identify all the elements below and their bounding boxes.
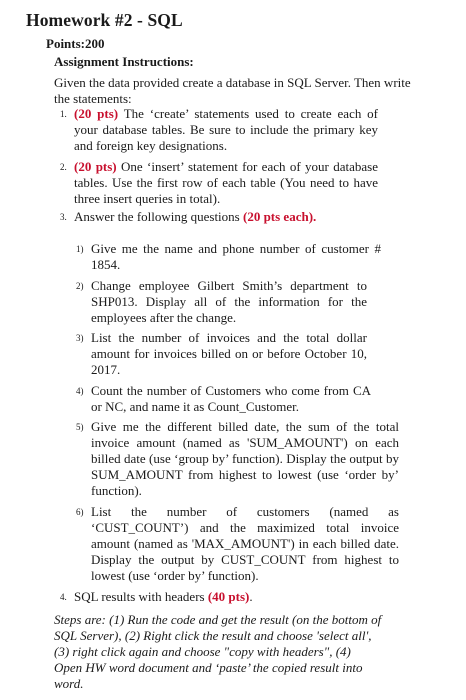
item-3-number: 3. xyxy=(60,212,67,222)
question-1-text: Give me the name and phone number of customer # 1854. xyxy=(91,241,381,272)
item-2-points: (20 pts) xyxy=(74,159,117,174)
item-4-number: 4. xyxy=(60,592,67,602)
question-3-text: List the number of invoices and the total dollar amount for invoices billed on or before October 10, 2017. xyxy=(91,330,367,377)
intro-paragraph: Given the data provided create a database in SQL Server. Then write the statements: xyxy=(54,75,411,106)
question-2-number: 2) xyxy=(76,281,84,291)
question-5-number: 5) xyxy=(76,422,84,432)
item-4-points: (40 pts) xyxy=(207,589,250,604)
question-4-number: 4) xyxy=(76,386,84,396)
points-label: Points:200 xyxy=(46,36,105,51)
item-2-body: One ‘insert’ statement for each of your database tables. Use the first row of each table (You need to have three insert queries in total). xyxy=(74,159,379,206)
item-4-body: SQL results with headers xyxy=(74,589,208,604)
question-6-number: 6) xyxy=(76,507,84,517)
item-1-text xyxy=(74,106,378,154)
item-3-text xyxy=(74,209,404,225)
assignment-heading: Assignment Instructions: xyxy=(54,54,194,69)
question-6-text: List the number of customers (named as ‘CUST_COUNT’) and the maximized total invoice amount (named as 'MAX_AMOUNT') in each billed date. Display the output by CUST_COUNT from highest to lowest (use ‘order by’ function). xyxy=(91,504,399,583)
item-2-number: 2. xyxy=(60,162,67,172)
item-2-text xyxy=(74,159,378,207)
item-1-number: 1. xyxy=(60,109,67,119)
item-3-body: Answer the following questions xyxy=(74,209,243,224)
item-1-body: The ‘create’ statements used to create each of your database tables. Be sure to include the primary key and foreign key designations. xyxy=(74,106,379,153)
question-4-text: Count the number of Customers who come from CA or NC, and name it as Count_Customer. xyxy=(91,383,371,414)
page-title: Homework #2 - SQL xyxy=(26,10,183,30)
question-5-text: Give me the different billed date, the sum of the total invoice amount (named as 'SUM_AMOUNT') on each billed date (use ‘group by’ function). Display the output by SUM_AMOUNT from highest to lowest (use ‘order by’ function). xyxy=(91,419,399,498)
item-4-text xyxy=(74,589,404,605)
question-3-number: 3) xyxy=(76,333,84,343)
question-2-text: Change employee Gilbert Smith’s department to SHP013. Display all of the information for the employees after the change. xyxy=(91,278,367,325)
item-3-points: (20 pts each). xyxy=(242,209,317,224)
steps-paragraph: Steps are: (1) Run the code and get the result (on the bottom of SQL Server), (2) Right click the result and choose 'select all', (3) right click again and choose "copy with headers", (4) Open HW word document and ‘paste’ the copied result into word. xyxy=(54,612,382,691)
item-1-points: (20 pts) xyxy=(74,106,119,121)
question-1-number: 1) xyxy=(76,244,84,254)
item-4-tail: . xyxy=(249,589,253,604)
